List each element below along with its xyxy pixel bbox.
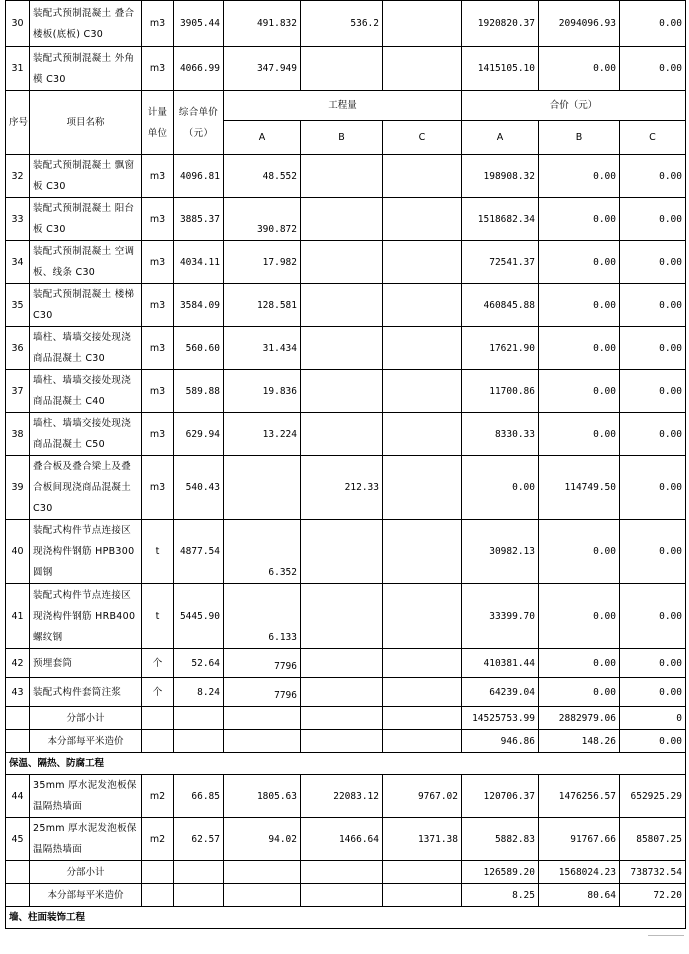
item-name: 装配式构件套筒注浆 [30,678,142,707]
empty-cell [224,730,301,753]
empty-cell [383,861,462,884]
table-row [6,520,686,584]
quantity-c: 9767.02 [383,775,462,818]
total-a: 33399.70 [462,584,539,649]
total-a: 17621.90 [462,327,539,370]
item-number: 34 [6,241,30,284]
per-sqm-row-label: 本分部每平米造价 [30,884,142,907]
total-b: 0.00 [539,284,620,327]
unit-price: 560.60 [174,327,224,370]
total-b: 0.00 [539,47,620,91]
quantity-b [301,155,383,198]
quantity-a: 491.832 [224,1,301,47]
quantity-c [383,327,462,370]
total-c: 0.00 [620,584,686,649]
unit-price: 589.88 [174,370,224,413]
total-c: 0.00 [620,241,686,284]
total-c: 0.00 [620,456,686,520]
quantity-c [383,584,462,649]
total-c: 0.00 [620,47,686,91]
item-unit: m3 [142,413,174,456]
unit-price: 629.94 [174,413,224,456]
quantity-c [383,456,462,520]
total-c: 85807.25 [620,818,686,861]
total-c: 652925.29 [620,775,686,818]
quantity-b [301,678,383,707]
unit-price: 4066.99 [174,47,224,91]
page-corner-mark [648,935,684,950]
total-a: 30982.13 [462,520,539,584]
header-total-price: 合价（元） [462,91,686,121]
item-number: 40 [6,520,30,584]
item-number: 42 [6,649,30,678]
item-name: 装配式预制混凝土 叠合楼板(底板) C30 [30,1,142,47]
total-b: 0.00 [539,241,620,284]
item-name: 装配式构件节点连接区现浇构件钢筋 HPB300 圆钢 [30,520,142,584]
quantity-b [301,413,383,456]
item-number: 37 [6,370,30,413]
item-name: 装配式预制混凝土 楼梯C30 [30,284,142,327]
unit-price: 66.85 [174,775,224,818]
item-name: 装配式预制混凝土 空调板、线条 C30 [30,241,142,284]
total-c: 72.20 [620,884,686,907]
total-a: 72541.37 [462,241,539,284]
item-name: 墙柱、墙墙交接处现浇商品混凝土 C50 [30,413,142,456]
header-total-a: A [462,121,539,155]
item-number: 39 [6,456,30,520]
total-a: 5882.83 [462,818,539,861]
total-a: 0.00 [462,456,539,520]
quantity-b [301,284,383,327]
table-row [6,775,686,818]
item-number: 41 [6,584,30,649]
item-unit: m3 [142,370,174,413]
header-seq: 序号 [6,91,30,155]
quantity-b [301,241,383,284]
item-number: 30 [6,1,30,47]
quantity-c [383,47,462,91]
total-a: 14525753.99 [462,707,539,730]
empty-cell [174,707,224,730]
item-name: 墙柱、墙墙交接处现浇商品混凝土 C40 [30,370,142,413]
empty-cell [6,707,30,730]
table-row [6,1,686,47]
table-header-row [6,91,686,121]
item-unit: m3 [142,155,174,198]
item-name: 25mm 厚水泥发泡板保温隔热墙面 [30,818,142,861]
item-unit: 个 [142,649,174,678]
item-name: 装配式预制混凝土 外角模 C30 [30,47,142,91]
item-number: 31 [6,47,30,91]
header-total-b: B [539,121,620,155]
table-row [6,284,686,327]
quantity-b: 22083.12 [301,775,383,818]
cost-table [5,0,686,929]
quantity-c [383,284,462,327]
total-c: 0.00 [620,678,686,707]
quantity-b [301,370,383,413]
item-number: 43 [6,678,30,707]
unit-price: 52.64 [174,649,224,678]
item-unit: 个 [142,678,174,707]
total-b: 1476256.57 [539,775,620,818]
total-c: 0.00 [620,327,686,370]
total-c: 0.00 [620,198,686,241]
quantity-c [383,520,462,584]
empty-cell [383,730,462,753]
unit-price: 8.24 [174,678,224,707]
per-sqm-row [6,730,686,753]
total-b: 2882979.06 [539,707,620,730]
total-a: 946.86 [462,730,539,753]
table-row [6,649,686,678]
empty-cell [142,861,174,884]
total-b: 80.64 [539,884,620,907]
table-row [6,584,686,649]
item-name: 预埋套筒 [30,649,142,678]
total-b: 0.00 [539,649,620,678]
empty-cell [224,884,301,907]
total-b: 2094096.93 [539,1,620,47]
section-wall-decoration [6,907,686,929]
header-unit: 计量单位 [142,91,174,155]
unit-price: 3584.09 [174,284,224,327]
empty-cell [174,861,224,884]
total-c: 0.00 [620,155,686,198]
quantity-a: 6.133 [224,584,301,649]
empty-cell [301,707,383,730]
per-sqm-row-label: 本分部每平米造价 [30,730,142,753]
total-a: 126589.20 [462,861,539,884]
quantity-c [383,198,462,241]
quantity-b: 1466.64 [301,818,383,861]
total-b: 148.26 [539,730,620,753]
total-b: 91767.66 [539,818,620,861]
item-name: 叠合板及叠合梁上及叠合板间现浇商品混凝土 C30 [30,456,142,520]
total-b: 0.00 [539,584,620,649]
item-number: 32 [6,155,30,198]
total-a: 460845.88 [462,284,539,327]
quantity-a: 7796 [224,678,301,707]
total-c: 0.00 [620,730,686,753]
total-a: 410381.44 [462,649,539,678]
total-c: 0.00 [620,649,686,678]
quantity-c: 1371.38 [383,818,462,861]
table-row [6,678,686,707]
empty-cell [6,884,30,907]
quantity-a: 1805.63 [224,775,301,818]
empty-cell [224,861,301,884]
quantity-c [383,1,462,47]
subtotal-row [6,707,686,730]
total-b: 0.00 [539,678,620,707]
subtotal-row-label: 分部小计 [30,707,142,730]
header-unit-price: 综合单价（元） [174,91,224,155]
unit-price: 4034.11 [174,241,224,284]
unit-price: 4877.54 [174,520,224,584]
empty-cell [301,884,383,907]
quantity-a: 347.949 [224,47,301,91]
empty-cell [6,730,30,753]
unit-price: 540.43 [174,456,224,520]
total-b: 0.00 [539,155,620,198]
item-name: 装配式预制混凝土 阳台板 C30 [30,198,142,241]
total-b: 0.00 [539,198,620,241]
item-unit: m2 [142,818,174,861]
quantity-c [383,241,462,284]
quantity-a [224,456,301,520]
item-unit: m2 [142,775,174,818]
section-wall-decoration-title: 墙、柱面装饰工程 [6,907,686,929]
total-b: 0.00 [539,520,620,584]
total-b: 0.00 [539,413,620,456]
item-number: 45 [6,818,30,861]
item-unit: m3 [142,1,174,47]
quantity-b: 212.33 [301,456,383,520]
quantity-b [301,520,383,584]
total-c: 0.00 [620,370,686,413]
quantity-a: 19.836 [224,370,301,413]
item-name: 35mm 厚水泥发泡板保温隔热墙面 [30,775,142,818]
item-name: 装配式预制混凝土 飘窗板 C30 [30,155,142,198]
header-qty-c: C [383,121,462,155]
per-sqm-row [6,884,686,907]
empty-cell [224,707,301,730]
item-unit: m3 [142,198,174,241]
total-a: 1920820.37 [462,1,539,47]
table-row [6,47,686,91]
empty-cell [142,884,174,907]
item-unit: m3 [142,47,174,91]
quantity-c [383,649,462,678]
empty-cell [383,884,462,907]
quantity-b [301,649,383,678]
quantity-a: 48.552 [224,155,301,198]
empty-cell [301,861,383,884]
empty-cell [142,730,174,753]
quantity-c [383,678,462,707]
item-unit: t [142,520,174,584]
quantity-a: 7796 [224,649,301,678]
header-total-c: C [620,121,686,155]
header-quantity: 工程量 [224,91,462,121]
quantity-b [301,198,383,241]
section-insulation [6,753,686,775]
unit-price: 62.57 [174,818,224,861]
total-a: 1518682.34 [462,198,539,241]
table-row [6,456,686,520]
empty-cell [142,707,174,730]
item-unit: m3 [142,284,174,327]
total-b: 0.00 [539,327,620,370]
total-c: 0.00 [620,284,686,327]
quantity-a: 17.982 [224,241,301,284]
quantity-b: 536.2 [301,1,383,47]
item-name: 墙柱、墙墙交接处现浇商品混凝土 C30 [30,327,142,370]
total-b: 114749.50 [539,456,620,520]
item-number: 36 [6,327,30,370]
header-qty-a: A [224,121,301,155]
item-unit: t [142,584,174,649]
total-a: 8.25 [462,884,539,907]
quantity-c [383,370,462,413]
unit-price: 4096.81 [174,155,224,198]
total-c: 738732.54 [620,861,686,884]
total-c: 0.00 [620,413,686,456]
quantity-b [301,327,383,370]
quantity-a: 31.434 [224,327,301,370]
item-unit: m3 [142,241,174,284]
total-c: 0.00 [620,1,686,47]
quantity-c [383,413,462,456]
subtotal-row-label: 分部小计 [30,861,142,884]
table-row [6,327,686,370]
unit-price: 3905.44 [174,1,224,47]
total-c: 0.00 [620,520,686,584]
table-row [6,198,686,241]
table-row [6,241,686,284]
quantity-c [383,155,462,198]
item-number: 33 [6,198,30,241]
header-qty-b: B [301,121,383,155]
quantity-a: 6.352 [224,520,301,584]
header-name: 项目名称 [30,91,142,155]
item-number: 44 [6,775,30,818]
unit-price: 3885.37 [174,198,224,241]
quantity-a: 128.581 [224,284,301,327]
item-number: 38 [6,413,30,456]
total-a: 11700.86 [462,370,539,413]
quantity-a: 390.872 [224,198,301,241]
empty-cell [174,884,224,907]
empty-cell [174,730,224,753]
unit-price: 5445.90 [174,584,224,649]
empty-cell [383,707,462,730]
total-a: 8330.33 [462,413,539,456]
empty-cell [301,730,383,753]
total-b: 1568024.23 [539,861,620,884]
quantity-a: 13.224 [224,413,301,456]
total-a: 1415105.10 [462,47,539,91]
total-a: 120706.37 [462,775,539,818]
table-row [6,818,686,861]
quantity-b [301,47,383,91]
quantity-a: 94.02 [224,818,301,861]
table-row [6,155,686,198]
item-number: 35 [6,284,30,327]
quantity-b [301,584,383,649]
table-row [6,413,686,456]
item-name: 装配式构件节点连接区现浇构件钢筋 HRB400 螺纹钢 [30,584,142,649]
total-b: 0.00 [539,370,620,413]
table-row [6,370,686,413]
section-insulation-title: 保温、隔热、防腐工程 [6,753,686,775]
subtotal-row [6,861,686,884]
total-a: 64239.04 [462,678,539,707]
total-a: 198908.32 [462,155,539,198]
item-unit: m3 [142,456,174,520]
item-unit: m3 [142,327,174,370]
empty-cell [6,861,30,884]
total-c: 0 [620,707,686,730]
